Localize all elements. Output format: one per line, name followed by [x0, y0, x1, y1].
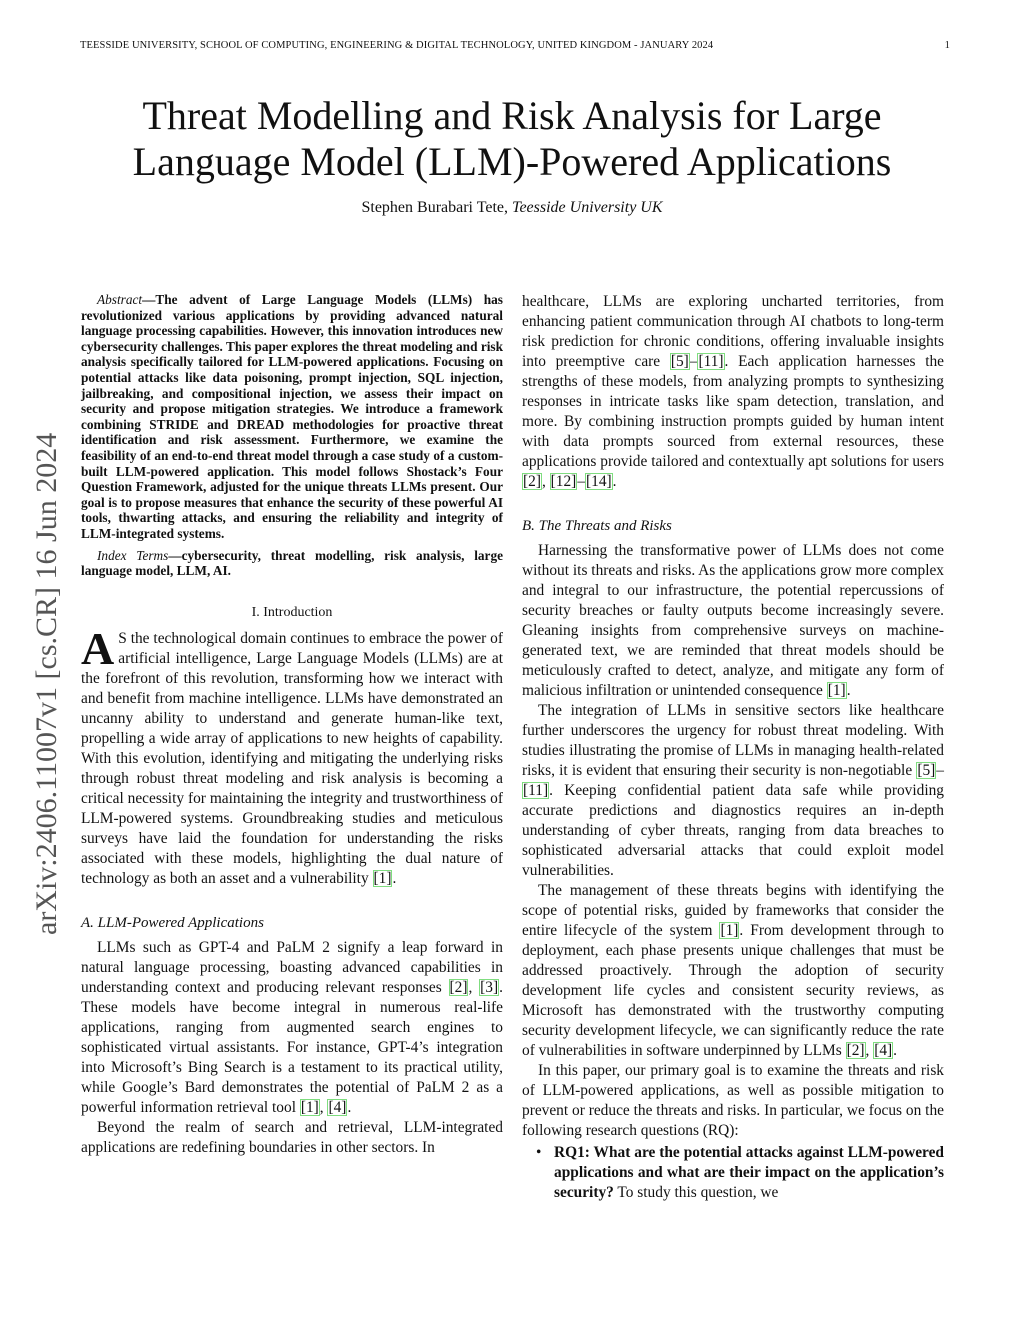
text-run: –: [936, 762, 944, 779]
llm-apps-paragraph-2: Beyond the realm of search and retrieval, LLM-integrated applications are redefining boundaries in other sectors. In: [81, 1118, 503, 1156]
author-name: Stephen Burabari Tete,: [361, 199, 509, 216]
running-header: [80, 40, 950, 51]
arxiv-identifier: arXiv:2406.11007v1 [cs.CR] 16 Jun 2024: [30, 432, 63, 935]
text-run: –: [577, 473, 586, 490]
intro-text: S the technological domain continues to embrace the power of artificial intelligence, Large Language Models (LLMs) are at the forefront of this revolution, transforming how we interact with and benefit from machine intelligence. LLMs have demonstrated an uncanny ability to understand and generate human-like text, propelling a wide array of applications to new heights of capability. With this evolution, identifying and mitigating the underlying risks through robust threat modeling and risk analysis is becoming a critical necessity for maintaining the integrity and trustworthiness of LLM-powered systems. Groundbreaking studies and meticulous surveys have laid the foundation for understanding the risks associated with these models, highlighting the dual nature of technology as both an asset and a vulnerability: [81, 629, 503, 887]
threats-paragraph-1: [522, 541, 944, 701]
subsection-heading-threats: B. The Threats and Risks: [522, 518, 672, 534]
index-terms: [81, 548, 503, 579]
threats-paragraph-3: [522, 881, 944, 1061]
research-question-list: [522, 1143, 944, 1203]
index-terms-lead: Index Terms: [97, 547, 169, 563]
author-affiliation: Teesside University UK: [512, 199, 663, 216]
threats-paragraph-2: [522, 701, 944, 881]
citation-link[interactable]: [2]: [523, 473, 541, 490]
bullet-icon: •: [536, 1144, 542, 1161]
left-column: [81, 292, 503, 1158]
citation-link[interactable]: [1]: [720, 922, 739, 939]
text-run: . Keeping confidential patient data safe while providing accurate predictions and diagnostics requires an in-depth understanding of cyber threats, ranging from data breaches to sophisticated adversarial attacks that could exploit model vulnerabilities.: [522, 782, 944, 879]
citation-link[interactable]: [1]: [300, 1098, 319, 1116]
right-column: [522, 292, 944, 1203]
llm-apps-paragraph-1: [81, 938, 503, 1118]
index-terms-text: —cybersecurity, threat modelling, risk analysis, large language model, LLM, AI.: [81, 547, 503, 579]
citation-link[interactable]: [1]: [373, 869, 392, 887]
citation-link[interactable]: [2]: [846, 1042, 865, 1059]
text-run: . Each application harnesses the strengths of these models, from analyzing prompts to synthesizing responses in intricate tasks like spam detection, translation, and more. By combining instruction prompts guided by human intent with data prompts sourced from external resources, these applications provide tailored and contextually apt solutions for users: [522, 353, 944, 470]
text-run: The management of these threats begins with identifying the scope of potential risks, guided by frameworks that consider the entire lifecycle of the system: [522, 882, 944, 939]
list-item: [522, 1143, 944, 1203]
citation-link[interactable]: [1]: [827, 682, 846, 699]
research-questions-intro: In this paper, our primary goal is to examine the threats and risk of LLM-powered applications, as well as possible mitigation to prevent or reduce the threats and risks. In particular, we focus on the following research questions (RQ):: [522, 1062, 944, 1139]
text-run: healthcare, LLMs are exploring uncharted territories, from enhancing patient communication through AI chatbots to long-term risk prediction for chronic conditions, offering invaluable insights into preemptive care: [522, 293, 944, 370]
text-run: .: [347, 1098, 352, 1116]
citation-link[interactable]: [5]: [670, 353, 689, 370]
rq1-continuation: To study this question, we: [613, 1184, 779, 1201]
citation-link[interactable]: [4]: [328, 1098, 347, 1116]
text-run: ,: [865, 1042, 874, 1059]
title-line-2: Language Model (LLM)-Powered Applications: [132, 139, 892, 184]
text-run: ,: [468, 978, 480, 996]
page-number: 1: [944, 40, 950, 51]
text-run: Harnessing the transformative power of LLMs does not come without its threats and risks. As the applications grow more complex and integral to our infrastructure, the potential repercussions of security breaches or faulty outputs become increasingly severe. Gleaning insights from comprehensive surveys on machine-generated text, we are reminded that threat models should be meticulously crafted to detect, analyze, and mitigate any form of malicious infiltration or unintended consequence: [522, 542, 944, 699]
running-header-text: TEESSIDE UNIVERSITY, SCHOOL OF COMPUTING, ENGINEERING & DIGITAL TECHNOLOGY, UNITED KINGDOM - JANUARY 2024: [80, 40, 714, 51]
abstract-lead: Abstract: [97, 292, 143, 307]
citation-link[interactable]: [3]: [480, 978, 499, 996]
citation-link[interactable]: [2]: [449, 978, 468, 996]
citation-link[interactable]: [5]: [917, 762, 936, 779]
text-run: .: [893, 1042, 898, 1059]
paper-title: [60, 93, 964, 185]
author-line: [0, 199, 1024, 217]
intro-paragraph: [81, 622, 503, 889]
citation-link[interactable]: [14]: [586, 473, 612, 490]
citation-link[interactable]: [4]: [874, 1042, 893, 1059]
title-line-1: Threat Modelling and Risk Analysis for Large: [142, 93, 882, 138]
text-run: .: [612, 473, 617, 490]
text-run: The integration of LLMs in sensitive sectors like healthcare further underscores the urgency for robust threat modeling. With studies illustrating the promise of LLMs in managing health-related risks, it is evident that ensuring their security is non-negotiable: [522, 702, 944, 779]
drop-cap: A: [81, 622, 115, 674]
citation-link[interactable]: [12]: [550, 473, 577, 490]
abstract-text: —The advent of Large Language Models (LLMs) has revolutionized various applications by providing advanced natural language processing capabilities. However, this innovation introduces new cybersecurity challenges. This paper explores the threat modeling and risk analysis specifically tailored for LLM-powered applications. Focusing on potential attacks like data poisoning, prompt injection, SQL injection, jailbreaking, and compositional injection, we assess their impact on security and propose mitigation strategies. We introduce a framework combining STRIDE and DREAD methodologies for proactive threat identification and risk assessment. Furthermore, we examine the feasibility of an end-to-end threat model through a case study of a custom-built LLM-powered application. This model follows Shostack’s Four Question Framework, adjusted for the unique threats LLMs present. Our goal is to propose measures that enhance the security of these powerful AI tools, thwarting attacks, and ensuring the reliability and integrity of LLM-integrated systems.: [81, 292, 503, 541]
abstract: [81, 292, 503, 542]
text-run: ,: [541, 473, 550, 490]
healthcare-paragraph: [522, 292, 944, 492]
punctuation: .: [392, 869, 397, 887]
section-heading-introduction: I. Introduction: [251, 604, 333, 620]
text-run: . From development through to deployment, each phase presents unique challenges that must be addressed proactively. Through the adoption of security development life cycles and consistent security reviews, as Microsoft has demonstrated with the trustworthy computing security development lifecycle, we can significantly reduce the rate of vulnerabilities in software underpinned by LLMs: [522, 922, 944, 1059]
subsection-heading-llm-apps: A. LLM-Powered Applications: [81, 914, 264, 931]
citation-link[interactable]: [11]: [523, 782, 549, 799]
text-run: –: [689, 353, 698, 370]
rq1-question: RQ1: What are the potential attacks against LLM-powered applications and what are their impact on the application’s security?: [554, 1144, 944, 1201]
text-run: . These models have become integral in numerous real-life applications, ranging from augmented search engines to sophisticated virtual assistants. For instance, GPT-4’s integration into Microsoft’s Bing Search is a testament to its practical utility, while Google’s Bard demonstrates the potential of PaLM 2 as a powerful information retrieval tool: [81, 978, 503, 1116]
text-run: LLMs such as GPT-4 and PaLM 2 signify a leap forward in natural language processing, boasting advanced capabilities in understanding context and producing relevant responses: [81, 938, 503, 996]
text-run: .: [846, 682, 851, 699]
citation-link[interactable]: [11]: [698, 353, 724, 370]
text-run: ,: [319, 1098, 328, 1116]
